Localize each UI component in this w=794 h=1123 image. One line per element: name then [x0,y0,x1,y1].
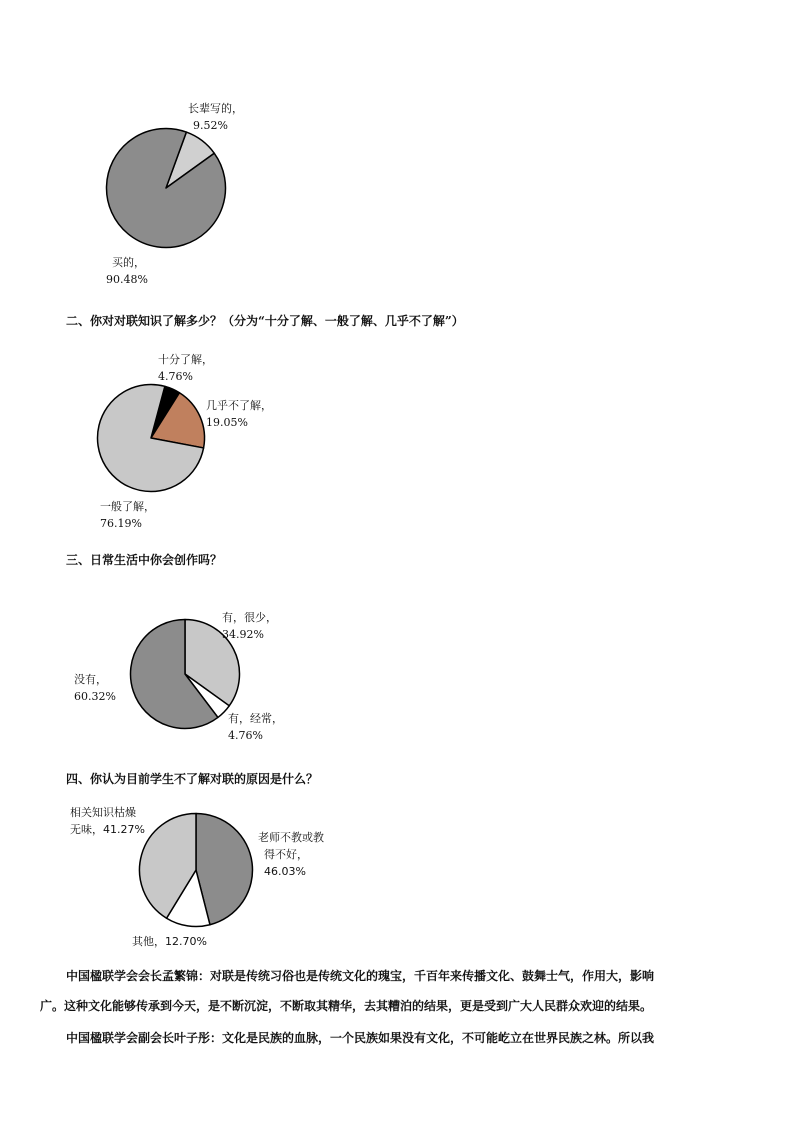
pie-chart-source [105,127,227,249]
question-4: 四、你认为目前学生不了解对联的原因是什么？ [66,772,319,786]
pie-label-never [74,671,116,705]
pie-label-often [228,710,283,744]
slice-label: 买的， [112,256,145,269]
paragraph-line: 中国楹联学会副会长叶子彤：文化是民族的血脉，一个民族如果没有文化，不可能屹立在世界民族之林。所以我 [66,1031,655,1045]
slice-label-text: 其他， [132,935,165,948]
paragraph-ye [40,1023,756,1053]
slice-label: 长辈写的， [188,102,243,115]
slice-value: 76.19% [100,517,142,530]
slice-value: 60.32% [74,690,116,703]
question-2: 二、你对对联知识了解多少？（分为“十分了解、一般了解、几乎不了解”） [66,314,464,328]
slice-value: 46.03% [264,865,306,878]
slice-label-line1: 相关知识枯燥 [70,806,136,819]
slice-value: 19.05% [206,416,248,429]
slice-value: 9.52% [193,119,228,132]
pie-label-elder-written [188,100,243,134]
slice-value: 90.48% [106,273,148,286]
slice-label: 十分了解， [158,353,213,366]
paragraph-line: 广。这种文化能够传承到今天，是不断沉淀，不断取其精华，去其糟泊的结果，更是受到广大人民群众欢迎的结果。 [40,999,653,1013]
slice-value: 4.76% [158,370,193,383]
pie-label-teacher [258,829,324,880]
pie-label-bought [106,254,148,288]
slice-value: 34.92% [222,628,264,641]
paragraph-meng [40,961,756,1021]
paragraph-line: 中国楹联学会会长孟繁锦：对联是传统习俗也是传统文化的瑰宝，千百年来传播文化、鼓舞士气，作用大，影响 [66,969,655,983]
slice-label: 一般了解， [100,500,155,513]
pie-label-generally-familiar [100,498,155,532]
slice-label-line2: 得不好， [264,848,308,861]
question-3: 三、日常生活中你会创作吗？ [66,553,223,567]
slice-label [132,933,207,950]
pie-label-hardly-familiar [206,397,272,431]
slice-label: 有，经常， [228,712,283,725]
slice-label: 没有， [74,673,107,686]
slice-value: 4.76% [228,729,263,742]
pie-label-other [132,933,207,950]
pie-label-rarely [222,609,277,643]
pie-label-boring [70,804,145,838]
slice-label-line1: 老师不教或教 [258,831,324,844]
slice-label: 有，很少， [222,611,277,624]
slice-label [70,821,145,838]
slice-value: 41.27% [103,823,145,836]
pie-label-very-familiar [158,351,213,385]
pie-chart-knowledge [96,383,206,493]
slice-label: 几乎不了解， [206,399,272,412]
pie-chart-reasons [138,812,254,928]
slice-value: 12.70% [165,935,207,948]
slice-label-line2: 无味， [70,823,103,836]
